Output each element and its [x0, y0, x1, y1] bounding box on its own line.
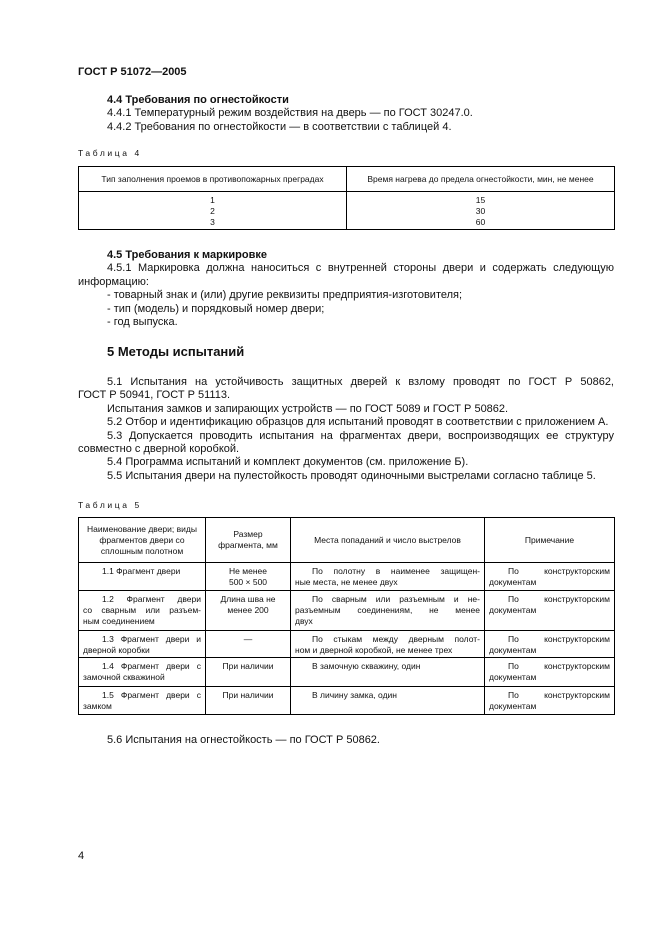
table-5-cell-fragment-size [206, 563, 291, 591]
document-id: ГОСТ Р 51072—2005 [78, 66, 187, 78]
header-text [525, 535, 574, 546]
paragraph-line: 5.1 Испытания на устойчивость защитных дверей к взлому проводят по ГОСТ Р 50862, [107, 376, 614, 388]
paragraph-line: 5.2 Отбор и идентификацию образцов для испытаний проводят в соответствии с приложением А. [107, 416, 609, 429]
cell-line: ным соединением [83, 616, 155, 626]
paragraph-line: 4.5.1 Маркировка должна наноситься с внутренней стороны двери и содержать следующую [107, 262, 614, 275]
table-5-cell-fragment-size [206, 591, 291, 631]
table-5-cell-hits [291, 658, 485, 687]
cell-line: двух [295, 616, 313, 626]
header-line: фрагментов двери со [99, 534, 185, 545]
header-text [87, 524, 197, 557]
section-4-5 [78, 249, 614, 329]
paragraph-line: Испытания замков и запирающих устройств — по ГОСТ 5089 и ГОСТ Р 50862. [107, 402, 509, 415]
section-heading-5: 5 Методы испытаний [107, 344, 245, 359]
section-5-6 [78, 734, 614, 747]
paragraph-5-3 [78, 430, 614, 457]
cell-line: менее 200 [227, 605, 269, 615]
cell-line: ном и дверной коробкой, не менее трех [295, 645, 453, 655]
heating-time-value: 15 [475, 195, 486, 205]
cell-line: документам [489, 577, 537, 587]
paragraph-line: совместно с дверной коробкой. [78, 443, 240, 456]
cell-line: со сварным или разъем- [83, 605, 201, 615]
header-line: сплошным полотном [100, 545, 184, 556]
cell-line: По конструкторским [508, 634, 610, 644]
cell-line: 1.3 Фрагмент двери и [102, 634, 201, 644]
table-5-cell-door-name [79, 591, 206, 631]
cell-line: По конструкторским [508, 690, 610, 700]
paragraph-5-6: 5.6 Испытания на огнестойкость — по ГОСТ Р 50862. [107, 734, 380, 746]
paragraph-line: информацию: [78, 275, 149, 288]
table-4-fill-type-values [79, 192, 347, 230]
header-text: Время нагрева до предела огнестойкости, мин, не менее [367, 173, 594, 184]
table-5-cell-fragment-size [206, 687, 291, 715]
header-text: Тип заполнения проемов в противопожарных преградах [101, 173, 324, 184]
cell-line: Длина шва не [220, 594, 276, 604]
paragraph-line: 5.5 Испытания двери на пулестойкость проводят одиночными выстрелами согласно таблице 5. [107, 469, 596, 482]
cell-line: документам [489, 701, 537, 711]
cell-line: По стыкам между дверным полот- [312, 634, 480, 644]
section-heading-4-4: 4.4 Требования по огнестойкости [107, 94, 289, 106]
cell-line: В личину замка, один [312, 690, 397, 700]
table-5-cell-hits [291, 563, 485, 591]
table-5-cell-fragment-size [206, 658, 291, 687]
paragraph-5-1 [78, 376, 614, 403]
cell-line: По полотну в наименее защищен- [312, 566, 480, 576]
header-line: Размер [233, 529, 263, 539]
cell-line: дверной коробки [83, 645, 150, 655]
paragraph-4-5-1 [78, 262, 614, 289]
paragraph-5-1-locks [78, 403, 614, 416]
cell-line: Не менее [229, 566, 267, 576]
table-4-header-heating-time [347, 167, 615, 192]
header-text [314, 535, 461, 546]
cell-line: В замочную скважину, один [312, 661, 421, 671]
fill-type-value: 1 [210, 195, 215, 205]
fill-type-value: 2 [210, 206, 215, 216]
table-5-header-fragment-size [206, 518, 291, 563]
cell-line: — [243, 634, 253, 644]
table-4 [78, 166, 615, 230]
header-line: Примечание [524, 534, 575, 545]
cell-line: 1.5 Фрагмент двери с [102, 690, 201, 700]
header-line: Наименование двери; виды [87, 523, 197, 534]
cell-line: замочной скважиной [83, 672, 165, 682]
heating-time-value: 60 [475, 217, 486, 227]
table-5-cell-hits [291, 591, 485, 631]
list-item: - тип (модель) и порядковый номер двери; [107, 302, 325, 315]
table-5-cell-note [485, 591, 615, 631]
cell-line: документам [489, 605, 537, 615]
table-5-cell-door-name [79, 563, 206, 591]
table-5 [78, 517, 615, 715]
table-5-cell-note [485, 631, 615, 658]
cell-line: По сварным или разъемным и не- [312, 594, 480, 604]
table-4-caption: Таблица 4 [78, 148, 142, 158]
section-4-4 [78, 94, 614, 134]
paragraph-4-4-2: 4.4.2 Требования по огнестойкости — в соответствии с таблицей 4. [107, 120, 452, 133]
table-5-cell-door-name [79, 687, 206, 715]
cell-line: документам [489, 645, 537, 655]
header-text [218, 529, 278, 551]
table-5-header-hits [291, 518, 485, 563]
paragraph-5-4 [78, 456, 614, 469]
cell-line: документам [489, 672, 537, 682]
header-line: фрагмента, мм [218, 540, 278, 550]
cell-line: разъемным соединениям, не менее [295, 605, 480, 615]
cell-line: По конструкторским [508, 594, 610, 604]
table-5-cell-door-name [79, 631, 206, 658]
list-item: - год выпуска. [107, 316, 178, 329]
table-4-heating-time-values [347, 192, 615, 230]
table-5-header-door-name [79, 518, 206, 563]
cell-line: замком [83, 701, 112, 711]
section-5-body [78, 376, 614, 483]
cell-line: 1.2 Фрагмент двери [102, 594, 201, 604]
table-5-cell-hits [291, 631, 485, 658]
cell-line: 1.1 Фрагмент двери [102, 566, 181, 576]
cell-line: 500 × 500 [228, 577, 268, 587]
paragraph-line: 5.4 Программа испытаний и комплект документов (см. приложение Б). [107, 456, 469, 469]
list-item: - товарный знак и (или) другие реквизиты предприятия-изготовителя; [107, 289, 463, 302]
table-5-cell-fragment-size [206, 631, 291, 658]
paragraph-line: ГОСТ Р 50941, ГОСТ Р 51113. [78, 389, 230, 402]
cell-line: При наличии [222, 661, 274, 671]
header-line: Места попаданий и число выстрелов [314, 534, 461, 545]
section-heading-4-5: 4.5 Требования к маркировке [107, 249, 267, 261]
page-number: 4 [78, 850, 85, 862]
paragraph-line: 5.3 Допускается проводить испытания на фрагментах двери, воспроизводящих ее структуру [107, 429, 614, 442]
fill-type-value: 3 [210, 217, 215, 227]
cell-line: При наличии [222, 690, 274, 700]
cell-line: По конструкторским [508, 661, 610, 671]
cell-line: 1.4 Фрагмент двери с [102, 661, 201, 671]
heating-time-value: 30 [475, 206, 486, 216]
table-5-cell-door-name [79, 658, 206, 687]
table-4-header-fill-type [79, 167, 347, 192]
table-5-cell-note [485, 687, 615, 715]
paragraph-4-4-1: 4.4.1 Температурный режим воздействия на дверь — по ГОСТ 30247.0. [107, 107, 473, 120]
cell-line: ные места, не менее двух [295, 577, 398, 587]
table-5-caption: Таблица 5 [78, 500, 142, 510]
cell-line: По конструкторским [508, 566, 610, 576]
table-5-cell-hits [291, 687, 485, 715]
table-5-cell-note [485, 658, 615, 687]
table-5-header-note [485, 518, 615, 563]
paragraph-5-5 [78, 470, 614, 483]
paragraph-5-2 [78, 416, 614, 429]
table-5-cell-note [485, 563, 615, 591]
